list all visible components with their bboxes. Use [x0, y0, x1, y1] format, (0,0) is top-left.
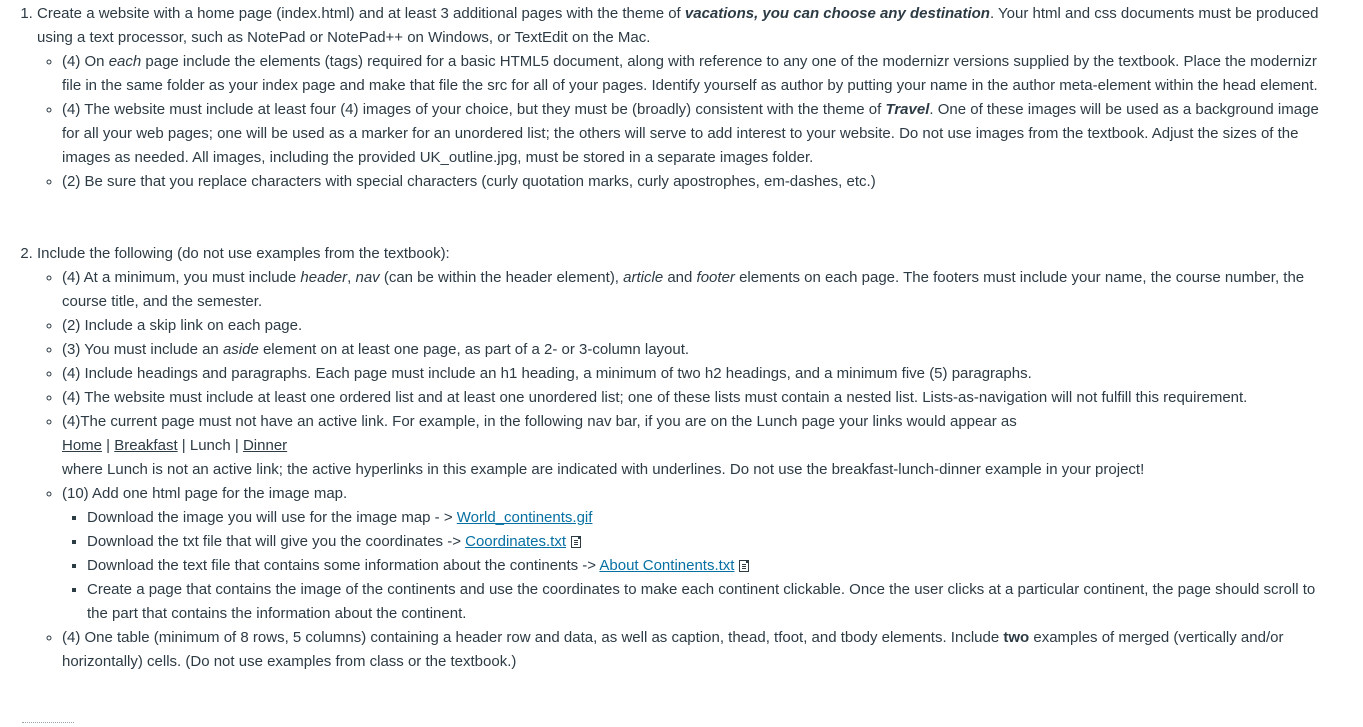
list-item: ◦ (4) The website must include at least four (4) images of your choice, but they must be (broadly) consistent with the theme of Travel. One of these images will be used as a background image for all your web pages; one will be used as a marker for an unordered list; the others will serve to add interest to your website. Do not use images from the textbook. Adjust the sizes of the images as needed. All images, including the provided UK_outline.jpg, must be stored in a separate images folder.	[62, 98, 1340, 170]
requirements-list	[0, 2, 1340, 674]
coordinates-link[interactable]: Coordinates.txt	[465, 533, 567, 550]
list-item: ◦ (2) Be sure that you replace characters with special characters (curly quotation marks, curly apostrophes, em-dashes, etc.)	[62, 170, 1340, 194]
nav-current-lunch: Lunch	[189, 437, 231, 454]
list-item: ▪ Download the txt file that will give you the coordinates -> Coordinates.txt	[87, 530, 1340, 554]
list-item: ◦ (4) The website must include at least one ordered list and at least one unordered list; one of these lists must contain a nested list. Lists-as-navigation will not fulfill this requirement.	[62, 386, 1340, 410]
req1-intro: Create a website with a home page (index.html) and at least 3 additional pages with the theme of vacations, you can choose any destination. Your html and css documents must be produced using a text processor, such as NotePad or NotePad++ on Windows, or TextEdit on the Mac.	[37, 5, 1319, 46]
nav-link-dinner[interactable]: Dinner	[242, 437, 288, 454]
list-item: ◦ (4) At a minimum, you must include header, nav (can be within the header element), article and footer elements on each page. The footers must include your name, the course number, the course title, and the semester.	[62, 266, 1340, 314]
requirement-1	[37, 2, 1340, 194]
assignment-document	[0, 2, 1340, 674]
nav-link-breakfast[interactable]: Breakfast	[114, 437, 178, 454]
req2-intro: Include the following (do not use examples from the textbook):	[37, 245, 450, 262]
list-item: ◦ (4) One table (minimum of 8 rows, 5 columns) containing a header row and data, as well as caption, thead, tfoot, and tbody elements. Include two examples of merged (vertically and/or horizontally) cells. (Do not use examples from class or the textbook.)	[62, 626, 1340, 674]
file-preview-icon[interactable]	[571, 536, 581, 548]
list-item: ▪ Download the text file that contains some information about the continents -> About Continents.txt	[87, 554, 1340, 578]
list-item: ◦ (10) Add one html page for the image map. ▪ Download the image you will use for the image map - > World_continents.gif ▪ Download the txt file that will give you the coordinates -> Coordinates.txt ▪ Download the text file that contains some information about the continents -> About Continents.txt ▪ Create a page that contains the image of the continents and use the coordinates to make each continent clickable. Once the user clicks at a particular continent, the page should scroll to the part that contains the information about the continent.	[62, 482, 1340, 626]
about-continents-link[interactable]: About Continents.txt	[599, 557, 735, 574]
theme-emphasis: vacations, you can choose any destination	[684, 5, 990, 22]
requirement-2	[37, 242, 1340, 674]
list-item: ◦ (4)The current page must not have an active link. For example, in the following nav bar, if you are on the Lunch page your links would appear as Home | Breakfast | Lunch | Dinner where Lunch is not an active link; the active hyperlinks in this example are indicated with underlines. Do not use the breakfast-lunch-dinner example in your project!	[62, 410, 1340, 482]
example-nav-bar: Home | Breakfast | Lunch | Dinner	[62, 437, 288, 454]
req1-sublist	[37, 50, 1340, 194]
req2-sublist	[37, 266, 1340, 674]
list-item: ◦ (3) You must include an aside element on at least one page, as part of a 2- or 3-column layout.	[62, 338, 1340, 362]
cut-off-edge	[22, 722, 74, 727]
list-item: ◦ (2) Include a skip link on each page.	[62, 314, 1340, 338]
nav-link-home[interactable]: Home	[62, 437, 103, 454]
world-continents-link[interactable]: World_continents.gif	[456, 509, 593, 526]
list-item: ◦ (4) On each page include the elements (tags) required for a basic HTML5 document, along with reference to any one of the modernizr versions supplied by the textbook. Place the modernizr file in the same folder as your index page and make that file the src for all of your pages. Identify yourself as author by putting your name in the author meta-element within the head element.	[62, 50, 1340, 98]
file-preview-icon[interactable]	[739, 560, 749, 572]
list-item: ▪ Download the image you will use for the image map - > World_continents.gif	[87, 506, 1340, 530]
image-map-sublist	[62, 506, 1340, 626]
list-item: ◦ (4) Include headings and paragraphs. Each page must include an h1 heading, a minimum of two h2 headings, and a minimum five (5) paragraphs.	[62, 362, 1340, 386]
list-item: ▪ Create a page that contains the image of the continents and use the coordinates to make each continent clickable. Once the user clicks at a particular continent, the page should scroll to the part that contains the information about the continent.	[87, 578, 1340, 626]
